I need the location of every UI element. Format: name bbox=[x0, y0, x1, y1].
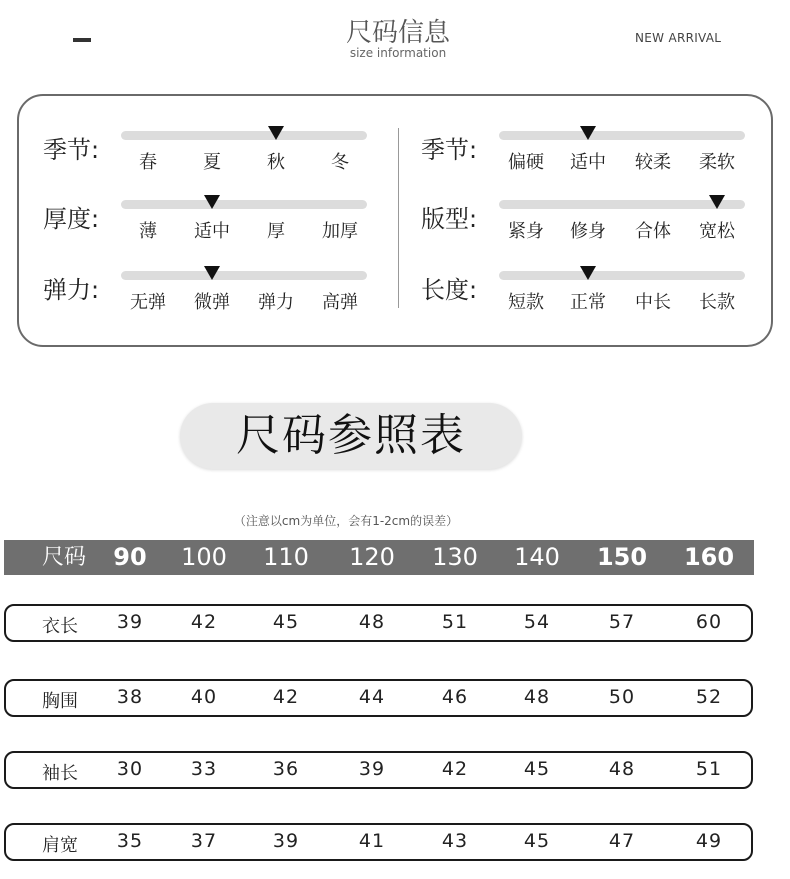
size-column-header: 130 bbox=[432, 543, 478, 571]
selected-marker-icon bbox=[580, 266, 596, 280]
table-cell: 51 bbox=[441, 611, 469, 633]
table-cell: 42 bbox=[441, 758, 469, 780]
table-cell: 54 bbox=[523, 611, 551, 633]
attribute-option: 宽松 bbox=[699, 221, 735, 242]
table-cell: 45 bbox=[272, 611, 300, 633]
selected-marker-icon bbox=[204, 266, 220, 280]
selected-marker-icon bbox=[709, 195, 725, 209]
table-cell: 39 bbox=[116, 611, 144, 633]
table-row-label: 胸围 bbox=[42, 691, 78, 712]
table-cell: 43 bbox=[441, 830, 469, 852]
table-cell: 48 bbox=[523, 686, 551, 708]
attribute-option: 微弹 bbox=[194, 292, 230, 313]
table-cell: 48 bbox=[608, 758, 636, 780]
table-cell: 50 bbox=[608, 686, 636, 708]
attribute-option: 夏 bbox=[203, 152, 221, 173]
table-cell: 36 bbox=[272, 758, 300, 780]
table-cell: 60 bbox=[695, 611, 723, 633]
attribute-option: 厚 bbox=[267, 221, 285, 242]
attribute-option: 秋 bbox=[267, 152, 285, 173]
table-cell: 45 bbox=[523, 830, 551, 852]
attribute-track-right-2 bbox=[499, 271, 745, 280]
table-row-label: 衣长 bbox=[42, 616, 78, 637]
attribute-label-left-0: 季节: bbox=[43, 136, 100, 164]
table-cell: 46 bbox=[441, 686, 469, 708]
table-cell: 38 bbox=[116, 686, 144, 708]
page-subtitle: size information bbox=[349, 46, 447, 60]
attribute-option: 中长 bbox=[635, 292, 671, 313]
table-header-label: 尺码 bbox=[41, 545, 86, 570]
size-column-header: 150 bbox=[596, 543, 648, 571]
attribute-track-left-2 bbox=[121, 271, 367, 280]
table-cell: 47 bbox=[608, 830, 636, 852]
size-column-header: 90 bbox=[113, 543, 147, 571]
attribute-label-left-2: 弹力: bbox=[43, 276, 100, 304]
attribute-option: 偏硬 bbox=[508, 152, 544, 173]
size-column-header: 160 bbox=[683, 543, 735, 571]
table-cell: 57 bbox=[608, 611, 636, 633]
table-row-label: 肩宽 bbox=[42, 835, 78, 856]
table-cell: 45 bbox=[523, 758, 551, 780]
table-cell: 39 bbox=[358, 758, 386, 780]
attribute-option: 无弹 bbox=[130, 292, 166, 313]
attribute-label-right-2: 长度: bbox=[421, 276, 478, 304]
table-cell: 41 bbox=[358, 830, 386, 852]
size-chart-note: （注意以cm为单位，会有1-2cm的误差） bbox=[233, 514, 459, 528]
attribute-option: 适中 bbox=[570, 152, 606, 173]
attribute-track-right-0 bbox=[499, 131, 745, 140]
attribute-option: 短款 bbox=[508, 292, 544, 313]
attribute-option: 高弹 bbox=[322, 292, 358, 313]
table-cell: 48 bbox=[358, 611, 386, 633]
table-cell: 33 bbox=[190, 758, 218, 780]
attribute-option: 适中 bbox=[194, 221, 230, 242]
attribute-option: 弹力 bbox=[258, 292, 294, 313]
attribute-label-right-1: 版型: bbox=[421, 205, 478, 233]
new-arrival-text: NEW ARRIVAL bbox=[635, 31, 722, 45]
attribute-option: 合体 bbox=[635, 221, 671, 242]
selected-marker-icon bbox=[580, 126, 596, 140]
table-cell: 42 bbox=[190, 611, 218, 633]
attribute-track-left-1 bbox=[121, 200, 367, 209]
selected-marker-icon bbox=[204, 195, 220, 209]
attribute-option: 长款 bbox=[699, 292, 735, 313]
selected-marker-icon bbox=[268, 126, 284, 140]
size-column-header: 140 bbox=[514, 543, 560, 571]
table-cell: 42 bbox=[272, 686, 300, 708]
table-cell: 40 bbox=[190, 686, 218, 708]
size-chart-title: 尺码参照表 bbox=[236, 410, 466, 461]
page-title: 尺码信息 bbox=[345, 18, 450, 48]
table-cell: 51 bbox=[695, 758, 723, 780]
table-cell: 52 bbox=[695, 686, 723, 708]
table-cell: 44 bbox=[358, 686, 386, 708]
table-cell: 49 bbox=[695, 830, 723, 852]
size-column-header: 120 bbox=[349, 543, 395, 571]
attribute-option: 春 bbox=[139, 152, 157, 173]
table-cell: 39 bbox=[272, 830, 300, 852]
size-column-header: 110 bbox=[263, 543, 309, 571]
table-cell: 37 bbox=[190, 830, 218, 852]
attribute-label-left-1: 厚度: bbox=[43, 205, 100, 233]
table-cell: 30 bbox=[116, 758, 144, 780]
attribute-label-right-0: 季节: bbox=[421, 136, 478, 164]
attribute-option: 柔软 bbox=[699, 152, 735, 173]
table-row-label: 袖长 bbox=[42, 763, 78, 784]
attribute-option: 冬 bbox=[331, 152, 349, 173]
attribute-option: 加厚 bbox=[322, 221, 358, 242]
table-cell: 35 bbox=[116, 830, 144, 852]
attribute-option: 紧身 bbox=[508, 221, 544, 242]
attribute-track-left-0 bbox=[121, 131, 367, 140]
attribute-option: 较柔 bbox=[635, 152, 671, 173]
panel-divider bbox=[398, 128, 399, 308]
attribute-option: 修身 bbox=[570, 221, 606, 242]
attribute-option: 薄 bbox=[139, 221, 157, 242]
attribute-option: 正常 bbox=[570, 292, 606, 313]
size-column-header: 100 bbox=[181, 543, 227, 571]
